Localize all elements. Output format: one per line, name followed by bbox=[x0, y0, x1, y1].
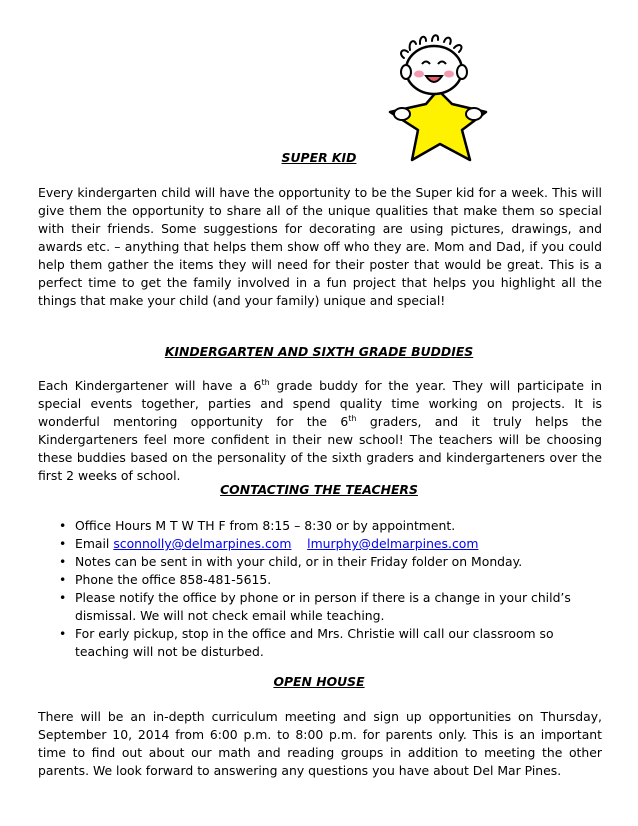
phone-text: Phone the office 858-481-5615. bbox=[75, 572, 272, 587]
buddies-paragraph bbox=[38, 377, 602, 485]
bullet-icon: • bbox=[59, 518, 67, 533]
email-link-connolly[interactable]: sconnolly@delmarpines.com bbox=[113, 536, 292, 551]
bullet-icon: • bbox=[59, 626, 67, 641]
pickup-text: For early pickup, stop in the office and Mrs. Christie will call our classroom so teaching will not be disturbed. bbox=[75, 626, 554, 659]
email-label: Email bbox=[75, 536, 114, 551]
super-kid-heading: SUPER KID bbox=[281, 150, 357, 165]
buddies-text-1: Each Kindergartener will have a 6 bbox=[38, 378, 262, 393]
list-item bbox=[38, 535, 602, 553]
bullet-icon: • bbox=[59, 590, 67, 605]
buddies-text-2: grade buddy for the year. They will participate in special events together, parties and spend quality time working on projects. It is wonderful mentoring opportunity for the 6 bbox=[38, 378, 602, 429]
open-house-heading: OPEN HOUSE bbox=[273, 674, 365, 689]
notify-text: Please notify the office by phone or in person if there is a change in your child’s dismissal. We will not check email while teaching. bbox=[75, 590, 571, 623]
buddies-text-3: graders, and it truly helps the Kindergarteners feel more confident in their new school! The teachers will be choosing these buddies based on the personality of the sixth graders and kindergarteners over the first 2 weeks of school. bbox=[38, 414, 602, 483]
bullet-icon: • bbox=[59, 554, 67, 569]
super-kid-paragraph: Every kindergarten child will have the opportunity to be the Super kid for a week. This will give them the opportunity to share all of the unique qualities that make them so special with their friends. Some suggestions for decorating are using pictures, drawings, and awards etc. – anything that helps them show off who they are. Mom and Dad, if you could help them gather the items they will need for their poster that would be great. This is a perfect time to get the family involved in a fun project that helps you highlight all the things that make your child (and your family) unique and special! bbox=[38, 185, 602, 308]
list-item bbox=[38, 589, 602, 625]
list-item bbox=[38, 553, 602, 571]
notes-text: Notes can be sent in with your child, or in their Friday folder on Monday. bbox=[75, 554, 523, 569]
list-item bbox=[38, 517, 602, 535]
bullet-icon: • bbox=[59, 536, 67, 551]
list-item bbox=[38, 625, 602, 661]
ordinal-suffix-1: th bbox=[261, 377, 270, 387]
bullet-icon: • bbox=[59, 572, 67, 587]
contact-list bbox=[38, 517, 602, 661]
star-kid-clipart bbox=[382, 32, 494, 164]
ordinal-suffix-2: th bbox=[348, 413, 357, 423]
contacting-heading: CONTACTING THE TEACHERS bbox=[220, 482, 418, 497]
office-hours-text: Office Hours M T W TH F from 8:15 – 8:30 or by appointment. bbox=[75, 518, 456, 533]
open-house-paragraph: There will be an in-depth curriculum meeting and sign up opportunities on Thursday, September 10, 2014 from 6:00 p.m. to 8:00 p.m. for parents only. This is an important time to find out about our math and reading groups in addition to meeting the other parents. We look forward to answering any questions you have about Del Mar Pines. bbox=[38, 709, 602, 778]
email-link-murphy[interactable]: lmurphy@delmarpines.com bbox=[307, 536, 479, 551]
list-item bbox=[38, 571, 602, 589]
buddies-heading: KINDERGARTEN AND SIXTH GRADE BUDDIES bbox=[164, 344, 474, 359]
